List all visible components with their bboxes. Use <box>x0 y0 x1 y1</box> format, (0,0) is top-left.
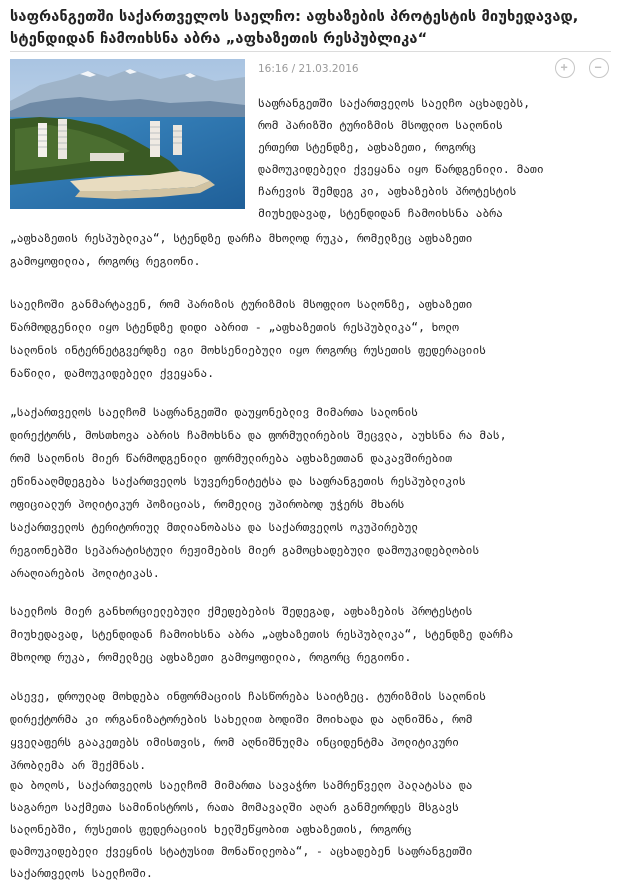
hotel-tower <box>38 123 47 157</box>
article-headline <box>10 6 610 50</box>
paragraph-line: ყველაფერს გააკეთებს იმისთვის, რომ აღნიშნულმა ინციდენტმა პოლიტიკური <box>10 736 459 749</box>
paragraph-line: სალონის ინტერნეტგვერდზე იგი მოხსენიებული იყო როგორც რუსეთის ფედერაციის <box>10 344 487 357</box>
paragraph-line: „საქართველოს საელჩომ საფრანგეთში დაუყონებლივ მიმართა სალონის <box>10 406 419 419</box>
article-photo <box>10 59 245 209</box>
paragraph-line: და ბოლოს, საქართველოს საელჩომ მიმართა სავაჭრო სამრეწველო პალატასა და <box>10 779 473 792</box>
paragraph-line: საგარეო საქმეთა სამინისტროს, რათა მომავალში აღარ განმეორდეს მსგავს <box>10 801 459 814</box>
zoom-out-button[interactable] <box>589 58 609 78</box>
paragraph-line: მიუხედავად, სტენდიდან ჩამოიხსნა აბრა „აფხაზეთის რესპუბლიკა“, სტენდზე დარჩა <box>10 628 514 641</box>
coastal-resort-photo-icon <box>10 59 245 209</box>
paragraph-line: საქართველოს საელჩოში. <box>10 867 153 880</box>
hotel-tower <box>173 125 182 155</box>
paragraph-line: რომ სალონის მიერ წარმოდგენილი ფორმულირება აფხაზეთთან დაკავშირებით <box>10 452 453 465</box>
publish-timestamp: 16:16 / 21.03.2016 <box>258 63 359 75</box>
paragraph-line: საფრანგეთში საქართველოს საელჩო აცხადებს, <box>258 97 531 110</box>
paragraph-line: წარმოდგენილი იყო სტენდზე დიდი აბრით - „აფხაზეთის რესპუბლიკა“, ხოლო <box>10 321 459 334</box>
paragraph-line: საელჩოს მიერ განხორციელებული ქმედებების შედეგად, აფხაზების პროტესტის <box>10 605 473 618</box>
paragraph-line: გამოყოფილია, როგორც რეგიონი. <box>10 255 201 268</box>
paragraph-line: დირექტორმა კი ორგანიზატორების სახელით ბოდიში მოიხადა და აღნიშნა, რომ <box>10 713 473 726</box>
paragraph-line: რომ პარიზში ტურიზმის მსოფლიო სალონის <box>258 119 503 132</box>
paragraph-line: სალონებში, რუსეთის ფედერაციის ხელშეწყობით აფხაზეთის, როგორც <box>10 823 412 836</box>
paragraph-line: ეწინააღმდეგება საქართველოს სუვერენიტეტსა და საფრანგეთის რესპუბლიკის <box>10 475 466 488</box>
plus-circle-icon <box>556 59 574 77</box>
paragraph-line: მიუხედავად, სტენდიდან ჩამოიხსნა აბრა <box>258 207 503 220</box>
paragraph-line: საქართველოს ტერიტორიულ მთლიანობასა და საქართველოს ოკუპირებულ <box>10 521 419 534</box>
minus-circle-icon <box>590 59 608 77</box>
paragraph-line: პრობლემა არ შექმნას. <box>10 759 147 772</box>
paragraph-line: „აფხაზეთის რესპუბლიკა“, სტენდზე დარჩა მხოლოდ რუკა, რომელზეც აფხაზეთი <box>10 232 473 245</box>
paragraph-line: დირექტორს, მოსთხოვა აბრის ჩამოხსნა და ფორმულირების შეცვლა, აუხსნა რა მას, <box>10 429 507 442</box>
paragraph-line: ასევე, დროულად მოხდება ინფორმაციის ჩასწორება საიტზეც. ტურიზმის სალონის <box>10 690 487 703</box>
paragraph-line: დამოუკიდებელი ქვეყანა იყო წარდგენილი. მათი <box>258 163 544 176</box>
paragraph-line: საელჩოში განმარტავენ, რომ პარიზის ტურიზმის მსოფლიო სალონზე, აფხაზეთი <box>10 298 473 311</box>
hotel-low <box>90 153 124 161</box>
paragraph-line: დამოუკიდებელი ქვეყნის სტატუსით მონაწილეობა“, - აცხადებენ საფრანგეთში <box>10 845 473 858</box>
headline-line: საფრანგეთში საქართველოს საელჩო: აფხაზების პროტესტის მიუხედავად, <box>10 8 579 25</box>
paragraph-line: ერთერთ სტენდზე, აფხაზეთი, როგორც <box>258 141 476 154</box>
paragraph-line: რეგიონებში სეპარატისტული რეჟიმების მიერ გამოცხადებული დამოუკიდებლობის <box>10 544 480 557</box>
paragraph-line: ნაწილი, დამოუკიდებელი ქვეყანა. <box>10 367 215 380</box>
paragraph-line: არაღიარების პოლიტიკას. <box>10 567 160 580</box>
headline-divider <box>10 51 611 52</box>
paragraph-line: ჩარევის შემდეგ კი, აფხაზების პროტესტის <box>258 185 517 198</box>
zoom-in-button[interactable] <box>555 58 575 78</box>
headline-line: სტენდიდან ჩამოიხსნა აბრა „აფხაზეთის რესპუბლიკა“ <box>10 30 428 47</box>
paragraph-line: ოფიციალურ პოლიტიკურ პოზიციას, რომელიც უპირობოდ უჭერს მხარს <box>10 498 405 511</box>
paragraph-line: მხოლოდ რუკა, რომელზეც აფხაზეთი გამოყოფილია, როგორც რეგიონი. <box>10 651 412 664</box>
